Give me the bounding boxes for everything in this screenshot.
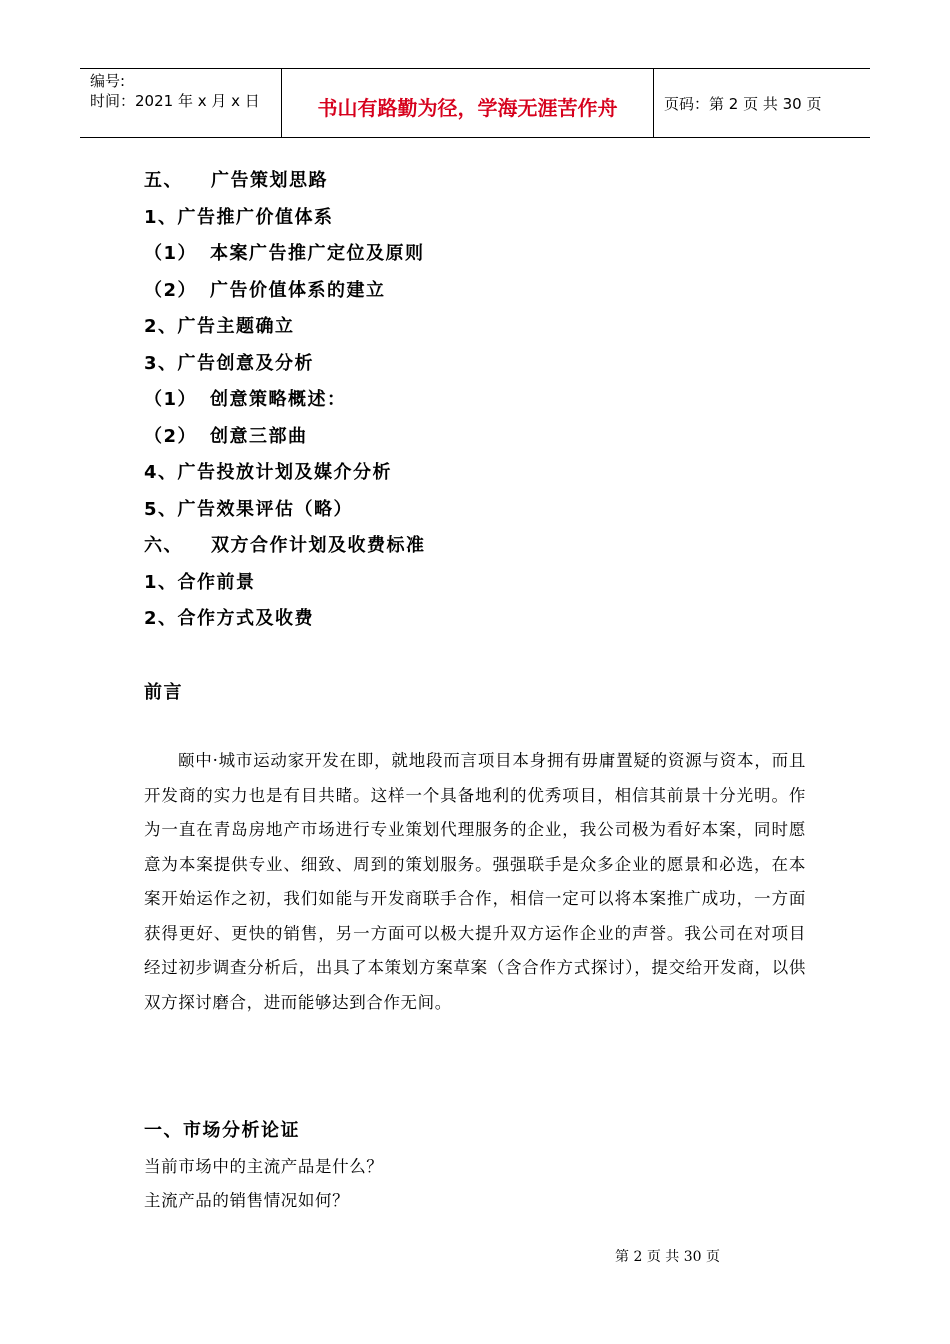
toc-item-number: 5、 — [144, 498, 178, 520]
toc-item-text: 广告投放计划及媒介分析 — [177, 462, 393, 483]
toc-item-text: 双方合作计划及收费标准 — [211, 535, 426, 556]
toc-item — [144, 349, 844, 386]
toc-item — [144, 385, 844, 422]
toc-item-number: 2、 — [144, 608, 178, 629]
toc-item-number: 六、 — [144, 535, 183, 556]
toc-item — [144, 203, 844, 240]
toc-item-text: 合作方式及收费 — [177, 608, 315, 629]
toc-item — [144, 422, 844, 459]
toc-item-text: 广告价值体系的建立 — [210, 279, 386, 301]
toc-item — [144, 239, 844, 276]
toc-item-text: 合作前景 — [177, 571, 256, 593]
toc-item — [144, 495, 844, 532]
document-date-label: 时间：2021 年 x 月 x 日 — [90, 92, 260, 110]
toc-item-number: 4、 — [144, 462, 178, 483]
toc-item-text: 广告创意及分析 — [177, 352, 315, 374]
toc-item-text: 广告主题确立 — [177, 316, 295, 337]
toc-item-text: 广告效果评估（略） — [177, 498, 354, 520]
toc-item-text: 创意策略概述： — [210, 389, 347, 410]
toc-item — [144, 604, 844, 641]
toc-item-number: 五、 — [144, 170, 183, 191]
toc-item — [144, 568, 844, 605]
toc-item — [144, 312, 844, 349]
toc-item-text: 广告推广价值体系 — [177, 206, 334, 228]
toc-item-number: 2、 — [144, 316, 178, 337]
preface-title: 前言 — [144, 682, 183, 703]
toc-item-text: 创意三部曲 — [210, 425, 308, 447]
toc-item-number: 1、 — [144, 206, 178, 228]
market-question: 当前市场中的主流产品是什么？ — [144, 1157, 384, 1176]
toc-item-number: 3、 — [144, 352, 178, 374]
market-question: 主流产品的销售情况如何？ — [144, 1191, 350, 1210]
toc-item — [144, 531, 844, 568]
toc-item-number: （1） — [144, 389, 198, 410]
header-page-number: 页码：第 2 页 共 30 页 — [664, 94, 822, 113]
header-meta-cell — [80, 69, 282, 137]
toc-item — [144, 458, 844, 495]
toc-item-text: 本案广告推广定位及原则 — [210, 243, 425, 264]
toc-item-text: 广告策划思路 — [211, 170, 328, 191]
toc-item — [144, 276, 844, 313]
preface-body: 颐中·城市运动家开发在即，就地段而言项目本身拥有毋庸置疑的资源与资本，而且开发商的实力也是有目共睹。这样一个具备地利的优秀项目，相信其前景十分光明。作为一直在青岛房地产市场进行专业策划代理服务的企业，我公司极为看好本案，同时愿意为本案提供专业、细致、周到的策划服务。强强联手是众多企业的愿景和必选，在本案开始运作之初，我们如能与开发商联手合作，相信一定可以将本案推广成功，一方面获得更好、更快的销售，另一方面可以极大提升双方运作企业的声誉。我公司在对项目经过初步调查分析后，出具了本策划方案草案（含合作方式探讨），提交给开发商，以供双方探讨磨合，进而能够达到合作无间。 — [144, 751, 806, 1012]
toc-item-number: （2） — [144, 279, 198, 301]
toc-item — [144, 166, 844, 203]
page-footer: 第 2 页 共 30 页 — [615, 1249, 720, 1265]
table-of-contents — [144, 166, 844, 641]
header-motto: 书山有路勤为径，学海无涯苦作舟 — [317, 95, 618, 120]
toc-item-number: （1） — [144, 243, 198, 264]
page-header — [80, 68, 870, 138]
section-market-analysis-title: 一、市场分析论证 — [144, 1120, 300, 1141]
toc-item-number: 1、 — [144, 571, 178, 593]
header-motto-cell — [282, 69, 654, 137]
toc-item-number: （2） — [144, 425, 198, 447]
document-number-label: 编号: — [90, 72, 126, 90]
